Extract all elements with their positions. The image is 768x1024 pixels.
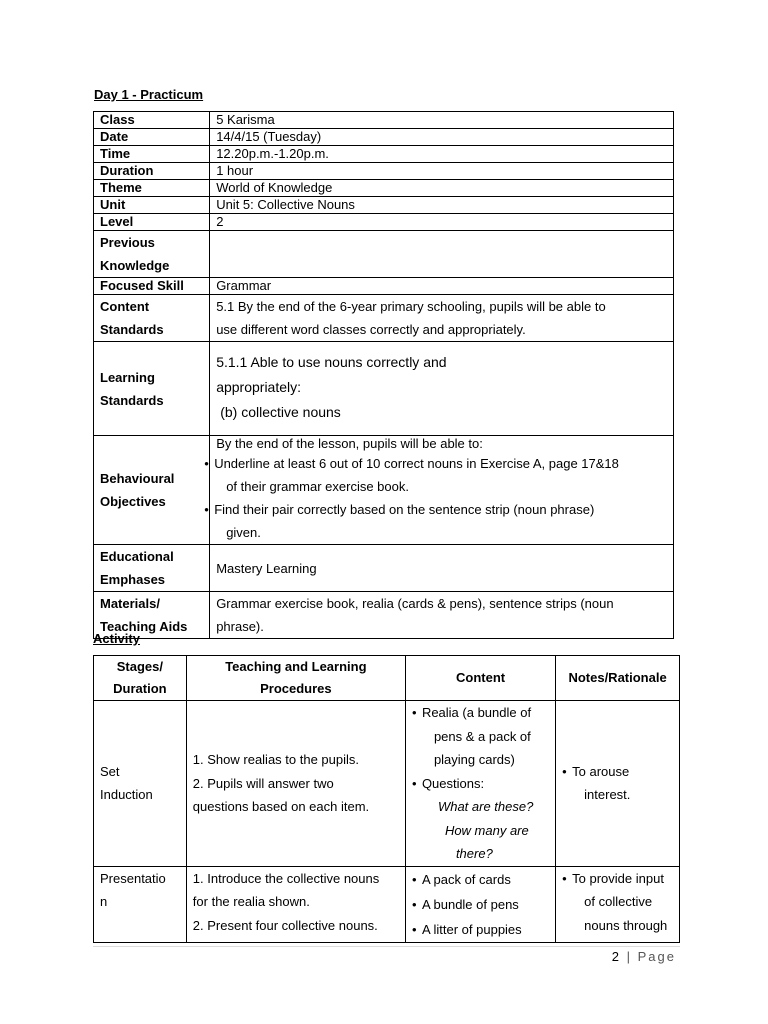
stage-line: Set bbox=[100, 763, 120, 779]
objective-item bbox=[204, 452, 667, 498]
info-row-duration bbox=[94, 163, 674, 180]
activity-header-row bbox=[94, 656, 680, 701]
behavioural-objectives-label-line: Objectives bbox=[100, 494, 166, 509]
focused-skill-value: Grammar bbox=[210, 278, 674, 295]
activity-table bbox=[93, 655, 680, 943]
stages-header-line: Stages/ bbox=[116, 659, 164, 674]
activity-row-presentation bbox=[94, 866, 680, 942]
procedures-header-line: Procedures bbox=[260, 681, 332, 696]
class-value: 5 Karisma bbox=[210, 112, 674, 129]
content-line: playing cards) bbox=[433, 752, 515, 767]
content-item bbox=[412, 892, 549, 917]
educational-emphases-label bbox=[94, 545, 210, 592]
procedure-line: 2. Pupils will answer two bbox=[192, 775, 334, 791]
procedure-line: for the realia shown. bbox=[192, 894, 310, 909]
footer-divider bbox=[93, 946, 680, 947]
content-standards-line: use different word classes correctly and appropriately. bbox=[216, 322, 526, 337]
bullet-icon: • bbox=[411, 705, 417, 720]
activity-heading: Activity bbox=[93, 631, 140, 646]
materials-value bbox=[210, 592, 674, 639]
content-item bbox=[412, 917, 549, 942]
stage-line: Presentatio bbox=[100, 870, 166, 886]
info-row-date bbox=[94, 129, 674, 146]
info-row-unit bbox=[94, 197, 674, 214]
learning-standards-line: appropriately: bbox=[216, 379, 302, 395]
content-line: A litter of puppies bbox=[421, 921, 522, 937]
objective-item bbox=[204, 498, 667, 544]
info-row-content-standards bbox=[94, 295, 674, 342]
duration-value: 1 hour bbox=[210, 163, 674, 180]
class-label: Class bbox=[94, 112, 210, 129]
notes-line: of collective bbox=[584, 894, 653, 909]
notes-line: To arouse bbox=[572, 763, 630, 779]
content-standards-label-line: Content bbox=[100, 299, 150, 314]
stage-cell bbox=[94, 701, 187, 867]
procedure-line: 1. Show realias to the pupils. bbox=[192, 752, 360, 767]
content-item bbox=[412, 701, 549, 772]
date-value: 14/4/15 (Tuesday) bbox=[210, 129, 674, 146]
procedure-cell bbox=[186, 701, 405, 867]
content-line: A bundle of pens bbox=[421, 896, 519, 912]
content-header: Content bbox=[405, 656, 555, 701]
info-row-time bbox=[94, 146, 674, 163]
objective-line: of their grammar exercise book. bbox=[226, 479, 409, 494]
objective-line: Find their pair correctly based on the sentence strip (noun phrase) bbox=[214, 502, 595, 517]
unit-value: Unit 5: Collective Nouns bbox=[210, 197, 674, 214]
materials-label-line: Teaching Aids bbox=[100, 619, 188, 634]
info-row-theme bbox=[94, 180, 674, 197]
notes-header: Notes/Rationale bbox=[556, 656, 680, 701]
content-line: pens & a pack of bbox=[433, 728, 531, 744]
page-number: 2 bbox=[611, 949, 622, 964]
procedure-line: 1. Introduce the collective nouns bbox=[192, 870, 380, 886]
content-standards-label bbox=[94, 295, 210, 342]
content-line: Realia (a bundle of bbox=[421, 705, 532, 720]
unit-label: Unit bbox=[94, 197, 210, 214]
theme-label: Theme bbox=[94, 180, 210, 197]
objective-line: Underline at least 6 out of 10 correct nouns in Exercise A, page 17&18 bbox=[214, 456, 619, 471]
learning-standards-label-line: Standards bbox=[100, 392, 164, 408]
content-standards-line: 5.1 By the end of the 6-year primary schooling, pupils will be able to bbox=[216, 299, 606, 314]
materials-line: phrase). bbox=[216, 619, 264, 634]
notes-line: interest. bbox=[584, 787, 631, 803]
info-row-materials bbox=[94, 592, 674, 639]
learning-standards-line: 5.1.1 Able to use nouns correctly and bbox=[216, 354, 447, 370]
notes-item bbox=[562, 760, 673, 807]
content-standards-label-line: Standards bbox=[100, 322, 164, 337]
stages-header bbox=[94, 656, 187, 701]
content-cell bbox=[405, 866, 555, 942]
objective-line: given. bbox=[226, 525, 261, 540]
info-row-behavioural-objectives bbox=[94, 436, 674, 545]
page-footer bbox=[612, 949, 676, 964]
content-item bbox=[412, 772, 549, 866]
procedure-line: 2. Present four collective nouns. bbox=[192, 917, 378, 933]
question-line: What are these? bbox=[437, 799, 534, 814]
content-line: Questions: bbox=[421, 775, 485, 791]
duration-label: Duration bbox=[94, 163, 210, 180]
previous-knowledge-label-line: Previous bbox=[100, 235, 155, 250]
info-row-previous-knowledge bbox=[94, 231, 674, 278]
procedure-cell bbox=[186, 866, 405, 942]
info-row-level bbox=[94, 214, 674, 231]
page-label: | Page bbox=[626, 949, 676, 964]
materials-label-line: Materials/ bbox=[100, 596, 160, 611]
previous-knowledge-value bbox=[210, 231, 674, 278]
info-row-educational-emphases bbox=[94, 545, 674, 592]
stage-cell bbox=[94, 866, 187, 942]
content-standards-value bbox=[210, 295, 674, 342]
procedures-header-line: Teaching and Learning bbox=[225, 659, 367, 674]
lesson-info-table bbox=[93, 111, 674, 639]
bullet-icon: • bbox=[562, 763, 567, 779]
bullet-icon: • bbox=[204, 502, 209, 517]
content-line: A pack of cards bbox=[421, 871, 511, 887]
info-row-class bbox=[94, 112, 674, 129]
notes-cell bbox=[556, 701, 680, 867]
info-row-learning-standards bbox=[94, 342, 674, 436]
focused-skill-label: Focused Skill bbox=[94, 278, 210, 295]
educational-emphases-value: Mastery Learning bbox=[210, 545, 674, 592]
stages-header-line: Duration bbox=[113, 681, 167, 696]
date-label: Date bbox=[94, 129, 210, 146]
educational-emphases-label-line: Emphases bbox=[100, 572, 166, 587]
materials-line: Grammar exercise book, realia (cards & pens), sentence strips (noun bbox=[216, 596, 614, 611]
activity-row-set-induction bbox=[94, 701, 680, 867]
bullet-icon: • bbox=[411, 871, 417, 887]
procedures-header bbox=[186, 656, 405, 701]
previous-knowledge-label-line: Knowledge bbox=[100, 258, 170, 273]
behavioural-intro: By the end of the lesson, pupils will be able to: bbox=[216, 436, 483, 451]
content-item bbox=[412, 867, 549, 892]
bullet-icon: • bbox=[411, 896, 417, 912]
question-line: How many are bbox=[444, 822, 529, 838]
behavioural-objectives-label-line: Behavioural bbox=[100, 471, 175, 486]
learning-standards-label bbox=[94, 342, 210, 436]
previous-knowledge-label bbox=[94, 231, 210, 278]
notes-line: nouns through bbox=[584, 917, 668, 933]
bullet-icon: • bbox=[204, 456, 209, 471]
notes-line: To provide input bbox=[572, 870, 664, 886]
bullet-icon: • bbox=[411, 775, 417, 791]
learning-standards-line: (b) collective nouns bbox=[220, 404, 341, 420]
question-line: there? bbox=[455, 846, 493, 861]
level-value: 2 bbox=[210, 214, 674, 231]
info-row-focused-skill bbox=[94, 278, 674, 295]
learning-standards-value bbox=[210, 342, 674, 436]
educational-emphases-label-line: Educational bbox=[100, 549, 174, 564]
time-value: 12.20p.m.-1.20p.m. bbox=[210, 146, 674, 163]
learning-standards-label-line: Learning bbox=[100, 369, 155, 385]
theme-value: World of Knowledge bbox=[210, 180, 674, 197]
page-heading: Day 1 - Practicum bbox=[94, 87, 204, 102]
behavioural-objectives-label bbox=[94, 436, 210, 545]
bullet-icon: • bbox=[562, 870, 567, 886]
level-label: Level bbox=[94, 214, 210, 231]
stage-line: n bbox=[100, 894, 108, 909]
time-label: Time bbox=[94, 146, 210, 163]
content-cell bbox=[405, 701, 555, 867]
notes-cell bbox=[556, 866, 680, 942]
notes-item bbox=[562, 867, 673, 938]
bullet-icon: • bbox=[411, 921, 417, 937]
stage-line: Induction bbox=[100, 787, 153, 803]
procedure-line: questions based on each item. bbox=[192, 799, 370, 814]
behavioural-objectives-value bbox=[204, 436, 674, 545]
